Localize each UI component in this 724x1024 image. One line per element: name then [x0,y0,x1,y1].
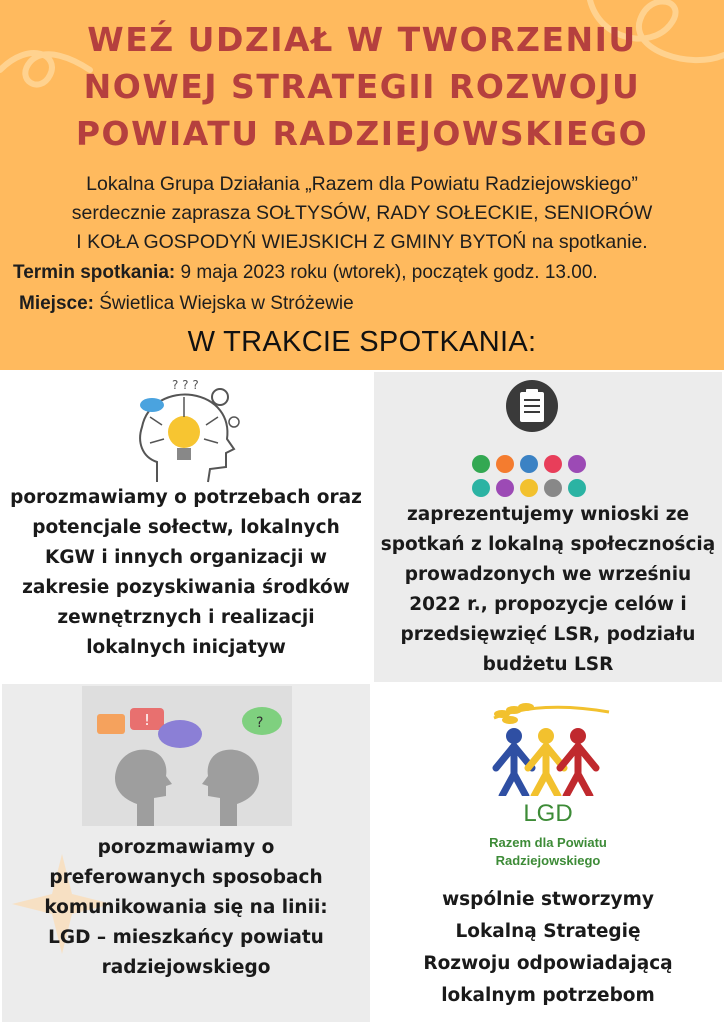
panel-strategy [374,684,722,1022]
panel-line: zakresie pozyskiwania środków [22,577,350,598]
section-title: W TRAKCIE SPOTKANIA: [187,326,537,358]
panel-line: potencjale sołectw, lokalnych [32,517,340,538]
panel-line: lokalnych inicjatyw [86,637,286,658]
panel-line: zaprezentujemy wnioski ze [406,504,690,525]
place-value: Świetlica Wiejska w Stróżewie [93,293,354,314]
date-label: Termin spotkania: [13,262,176,283]
svg-text:?: ? [256,715,264,731]
lgd-logo [484,696,614,796]
meeting-details [13,257,598,319]
panel-line: budżetu LSR [482,654,614,675]
panel-conclusions [374,372,722,682]
speech-bubbles-icon [82,686,292,826]
panel-line: LGD – mieszkańcy powiatu [48,927,324,948]
panel-line: 2022 r., propozycje celów i [409,594,687,615]
panel-needs [2,372,370,682]
meeting-place [13,288,598,319]
panel-text [2,483,370,663]
logo-name-line: Radziejowskiego [495,853,601,868]
svg-text:!: ! [144,711,151,729]
intro-line: I KOŁA GOSPODYŃ WIEJSKICH Z GMINY BYTOŃ na spotkanie. [76,231,648,253]
page-title [0,16,724,157]
intro-line: serdecznie zaprasza SOŁTYSÓW, RADY SOŁECKIE, SENIORÓW [71,202,653,224]
logo-abbreviation: LGD [523,800,573,827]
meeting-date [13,257,598,288]
logo-name-line: Razem dla Powiatu [489,835,607,850]
title-line: NOWEJ STRATEGII ROZWOJU [83,67,641,106]
panel-line: radziejowskiego [101,957,271,978]
panel-line: spotkań z lokalną społecznością [380,534,716,555]
place-label: Miejsce: [19,293,94,314]
svg-text:? ? ?: ? ? ? [172,378,199,392]
panel-text [2,833,370,983]
panel-line: lokalnym potrzebom [441,985,655,1006]
panel-line: Lokalną Strategię [455,921,641,942]
panel-text [374,500,722,680]
logo-name [374,834,722,870]
panel-line: przedsięwzięć LSR, podziału [400,624,696,645]
panel-line: porozmawiamy o potrzebach oraz [10,487,362,508]
lightbulb-head-icon [122,377,252,487]
title-line: WEŹ UDZIAŁ W TWORZENIU [87,20,637,59]
panel-line: porozmawiamy o [97,837,275,858]
panel-line: zewnętrznych i realizacji [57,607,315,628]
panel-communication [2,684,370,1022]
panel-line: Rozwoju odpowiadającą [423,953,673,974]
header-banner [0,0,724,370]
panel-line: prowadzonych we wrześniu [404,564,692,585]
title-line: POWIATU RADZIEJOWSKIEGO [75,114,649,153]
panel-line: KGW i innych organizacji w [45,547,327,568]
invitation-text [0,170,724,257]
panel-line: komunikowania się na linii: [44,897,328,918]
date-value: 9 maja 2023 roku (wtorek), początek godz. 13.00. [175,262,598,283]
panel-line: preferowanych sposobach [49,867,323,888]
document-grid-icon [470,452,596,502]
panel-line: wspólnie stworzymy [442,889,654,910]
panel-text [374,884,722,1012]
intro-line: Lokalna Grupa Działania „Razem dla Powiatu Radziejowskiego” [86,173,638,195]
